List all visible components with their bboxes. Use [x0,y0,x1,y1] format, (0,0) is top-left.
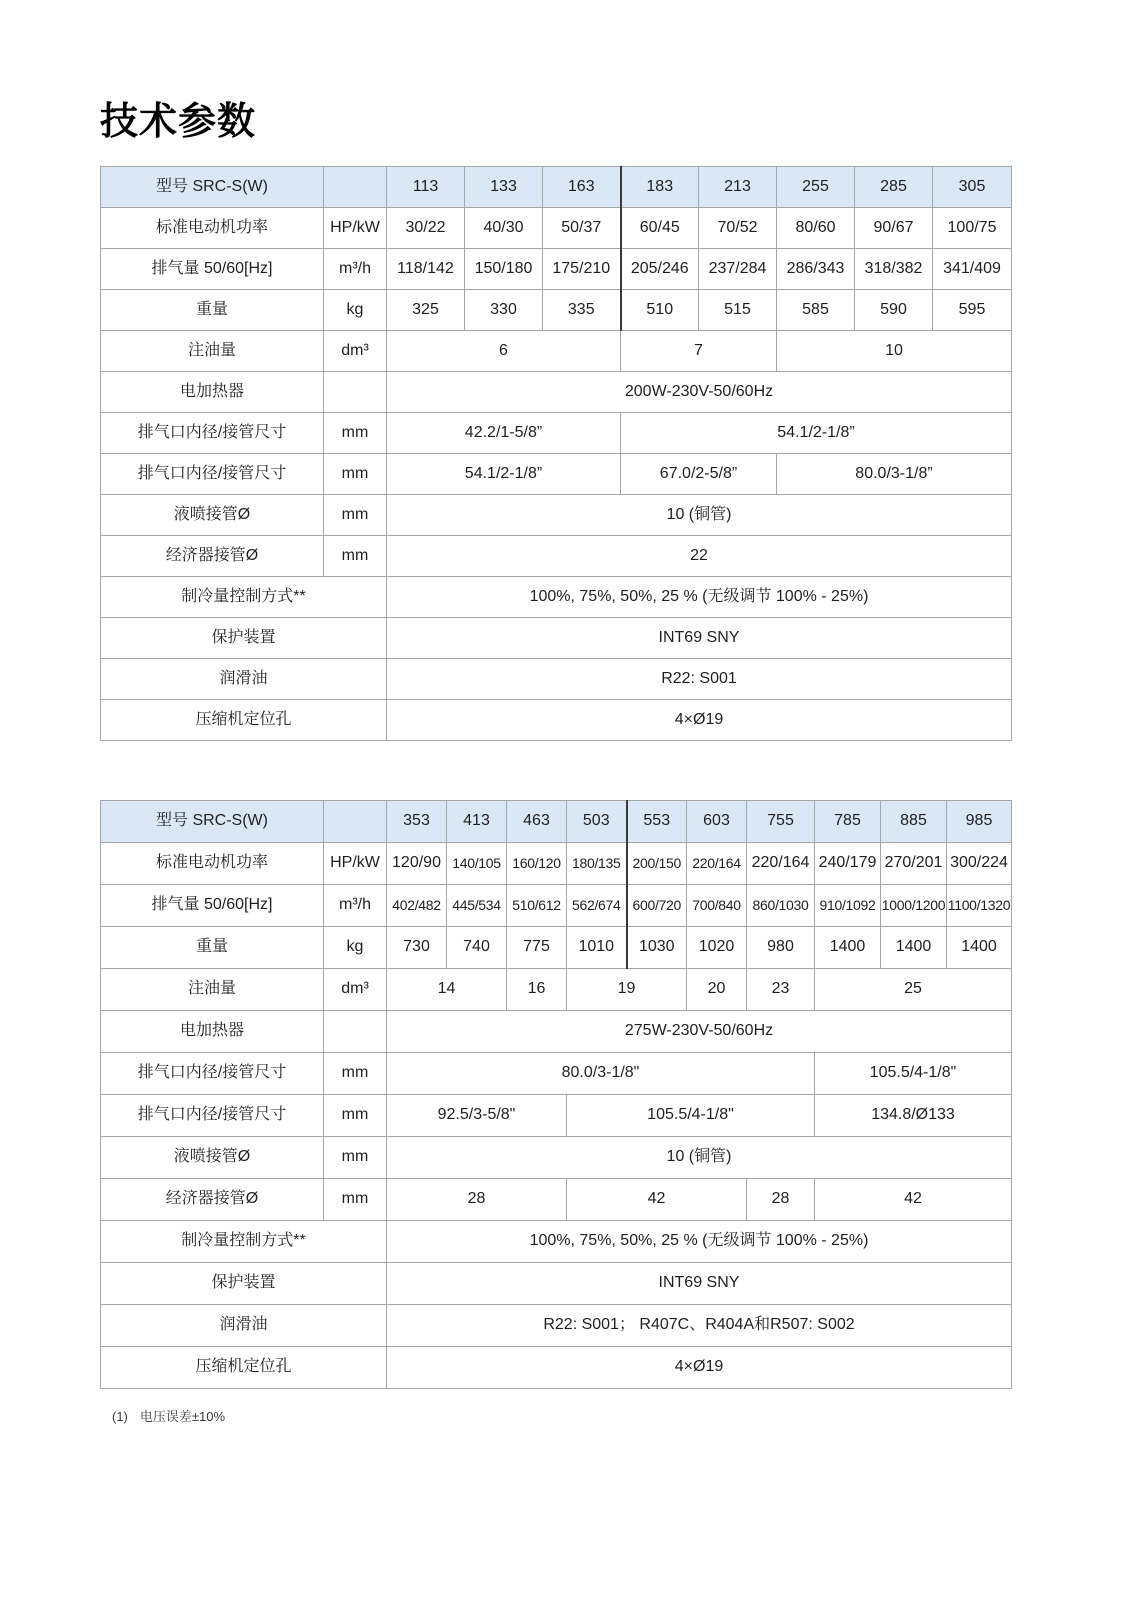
value-cell: 90/67 [855,208,933,249]
value-cell: 510/612 [507,885,567,927]
model-cell: 785 [815,801,881,843]
header-row [101,801,1012,843]
row-label: 制冷量控制方式** [101,1221,387,1263]
value-cell: 42 [567,1179,747,1221]
value-cell: 118/142 [387,249,465,290]
value-cell: 160/120 [507,843,567,885]
value-cell: 402/482 [387,885,447,927]
value-cell: 4×Ø19 [387,1347,1012,1389]
value-cell: 562/674 [567,885,627,927]
model-cell: 755 [747,801,815,843]
value-cell: 775 [507,927,567,969]
value-cell: 200/150 [627,843,687,885]
table2-grid [100,800,1012,1389]
value-cell: 1400 [947,927,1012,969]
row-unit: dm³ [324,331,387,372]
row-unit: mm [324,1095,387,1137]
value-cell: 80.0/3-1/8” [777,454,1012,495]
row-unit: mm [324,1179,387,1221]
table-row [101,331,1012,372]
table-row [101,1095,1012,1137]
value-cell: 28 [747,1179,815,1221]
table-row [101,290,1012,331]
row-label: 保护装置 [101,1263,387,1305]
value-cell: 100%, 75%, 50%, 25 % (无级调节 100% - 25%) [387,1221,1012,1263]
value-cell: 92.5/3-5/8" [387,1095,567,1137]
row-label: 电加热器 [101,1011,324,1053]
value-cell: 16 [507,969,567,1011]
technical-table-2 [100,800,1012,1389]
row-label: 排气口内径/接管尺寸 [101,1095,324,1137]
value-cell: 600/720 [627,885,687,927]
table-row [101,618,1012,659]
model-cell: 133 [465,167,543,208]
value-cell: 30/22 [387,208,465,249]
table-row [101,659,1012,700]
footnote-index: (1) [112,1409,128,1424]
value-cell: 7 [621,331,777,372]
model-cell: 985 [947,801,1012,843]
value-cell: INT69 SNY [387,1263,1012,1305]
value-cell: 175/210 [543,249,621,290]
row-unit: HP/kW [324,843,387,885]
value-cell: 105.5/4-1/8" [567,1095,815,1137]
model-cell: 183 [621,167,699,208]
value-cell: 70/52 [699,208,777,249]
value-cell: 740 [447,927,507,969]
row-unit: kg [324,927,387,969]
row-unit [324,372,387,413]
value-cell: 1010 [567,927,627,969]
table-row [101,1221,1012,1263]
value-cell: 341/409 [933,249,1012,290]
table-row [101,536,1012,577]
row-label: 标准电动机功率 [101,208,324,249]
value-cell: 14 [387,969,507,1011]
value-cell: 60/45 [621,208,699,249]
model-cell: 113 [387,167,465,208]
value-cell: 220/164 [687,843,747,885]
row-label: 重量 [101,927,324,969]
row-label: 型号 SRC-S(W) [101,801,324,843]
row-unit [324,1011,387,1053]
row-unit: mm [324,495,387,536]
table-row [101,969,1012,1011]
value-cell: 510 [621,290,699,331]
row-label: 液喷接管Ø [101,495,324,536]
row-label: 润滑油 [101,659,387,700]
value-cell: 40/30 [465,208,543,249]
table-row [101,885,1012,927]
value-cell: 100%, 75%, 50%, 25 % (无级调节 100% - 25%) [387,577,1012,618]
row-label: 液喷接管Ø [101,1137,324,1179]
table-row [101,454,1012,495]
value-cell: 10 (铜管) [387,1137,1012,1179]
row-unit [324,167,387,208]
value-cell: 54.1/2-1/8” [621,413,1012,454]
value-cell: 25 [815,969,1012,1011]
value-cell: 325 [387,290,465,331]
row-label: 标准电动机功率 [101,843,324,885]
value-cell: 1400 [881,927,947,969]
table-row [101,577,1012,618]
row-label: 压缩机定位孔 [101,700,387,741]
value-cell: 860/1030 [747,885,815,927]
row-label: 经济器接管Ø [101,536,324,577]
value-cell: 4×Ø19 [387,700,1012,741]
footnote-text: 电压误差±10% [139,1409,226,1424]
value-cell: 1400 [815,927,881,969]
value-cell: 50/37 [543,208,621,249]
row-label: 保护装置 [101,618,387,659]
row-unit: mm [324,1053,387,1095]
model-cell: 885 [881,801,947,843]
value-cell: 730 [387,927,447,969]
value-cell: 275W-230V-50/60Hz [387,1011,1012,1053]
value-cell: 240/179 [815,843,881,885]
value-cell: 220/164 [747,843,815,885]
value-cell: 318/382 [855,249,933,290]
value-cell: 180/135 [567,843,627,885]
table-row [101,1137,1012,1179]
model-cell: 305 [933,167,1012,208]
row-label: 润滑油 [101,1305,387,1347]
value-cell: 120/90 [387,843,447,885]
value-cell: 700/840 [687,885,747,927]
model-cell: 285 [855,167,933,208]
row-label: 排气口内径/接管尺寸 [101,1053,324,1095]
value-cell: 515 [699,290,777,331]
table-row [101,208,1012,249]
value-cell: INT69 SNY [387,618,1012,659]
value-cell: 300/224 [947,843,1012,885]
value-cell: 20 [687,969,747,1011]
value-cell: 6 [387,331,621,372]
header-row [101,167,1012,208]
value-cell: 590 [855,290,933,331]
row-unit: mm [324,454,387,495]
table-row [101,1263,1012,1305]
row-unit: m³/h [324,249,387,290]
row-label: 电加热器 [101,372,324,413]
model-cell: 503 [567,801,627,843]
row-label: 压缩机定位孔 [101,1347,387,1389]
value-cell: R22: S001 [387,659,1012,700]
value-cell: 19 [567,969,687,1011]
row-label: 经济器接管Ø [101,1179,324,1221]
value-cell: 105.5/4-1/8" [815,1053,1012,1095]
value-cell: 10 (铜管) [387,495,1012,536]
value-cell: 585 [777,290,855,331]
value-cell: 23 [747,969,815,1011]
value-cell: 910/1092 [815,885,881,927]
model-cell: 463 [507,801,567,843]
table-row [101,1179,1012,1221]
value-cell: 200W-230V-50/60Hz [387,372,1012,413]
value-cell: 445/534 [447,885,507,927]
value-cell: 205/246 [621,249,699,290]
table-row [101,843,1012,885]
table1-grid [100,166,1012,741]
technical-table-1 [100,166,1012,741]
model-cell: 553 [627,801,687,843]
value-cell: 67.0/2-5/8” [621,454,777,495]
value-cell: 980 [747,927,815,969]
value-cell: 140/105 [447,843,507,885]
table-row [101,1347,1012,1389]
row-label: 型号 SRC-S(W) [101,167,324,208]
value-cell: 595 [933,290,1012,331]
page-title: 技术参数 [100,101,257,143]
row-unit: mm [324,536,387,577]
row-unit: dm³ [324,969,387,1011]
value-cell: 150/180 [465,249,543,290]
row-unit: kg [324,290,387,331]
value-cell: 22 [387,536,1012,577]
row-unit: HP/kW [324,208,387,249]
table-row [101,1053,1012,1095]
model-cell: 255 [777,167,855,208]
value-cell: 42 [815,1179,1012,1221]
row-label: 排气口内径/接管尺寸 [101,454,324,495]
value-cell: 80/60 [777,208,855,249]
model-cell: 413 [447,801,507,843]
value-cell: 1020 [687,927,747,969]
value-cell: 100/75 [933,208,1012,249]
row-label: 排气量 50/60[Hz] [101,249,324,290]
table-row [101,1011,1012,1053]
row-label: 注油量 [101,331,324,372]
value-cell: 42.2/1-5/8” [387,413,621,454]
value-cell: 330 [465,290,543,331]
row-unit: mm [324,1137,387,1179]
value-cell: 28 [387,1179,567,1221]
row-unit [324,801,387,843]
value-cell: R22: S001； R407C、R404A和R507: S002 [387,1305,1012,1347]
value-cell: 1100/1320 [947,885,1012,927]
row-unit: m³/h [324,885,387,927]
value-cell: 335 [543,290,621,331]
table-row [101,1305,1012,1347]
table-row [101,700,1012,741]
value-cell: 270/201 [881,843,947,885]
table-row [101,372,1012,413]
value-cell: 286/343 [777,249,855,290]
model-cell: 163 [543,167,621,208]
row-unit: mm [324,413,387,454]
value-cell: 237/284 [699,249,777,290]
model-cell: 213 [699,167,777,208]
row-label: 注油量 [101,969,324,1011]
footnote [112,1406,225,1425]
value-cell: 134.8/Ø133 [815,1095,1012,1137]
row-label: 重量 [101,290,324,331]
model-cell: 603 [687,801,747,843]
value-cell: 54.1/2-1/8” [387,454,621,495]
table-row [101,413,1012,454]
row-label: 排气口内径/接管尺寸 [101,413,324,454]
value-cell: 1000/1200 [881,885,947,927]
value-cell: 80.0/3-1/8" [387,1053,815,1095]
table-row [101,249,1012,290]
table-row [101,927,1012,969]
row-label: 制冷量控制方式** [101,577,387,618]
value-cell: 1030 [627,927,687,969]
table-row [101,495,1012,536]
value-cell: 10 [777,331,1012,372]
row-label: 排气量 50/60[Hz] [101,885,324,927]
model-cell: 353 [387,801,447,843]
